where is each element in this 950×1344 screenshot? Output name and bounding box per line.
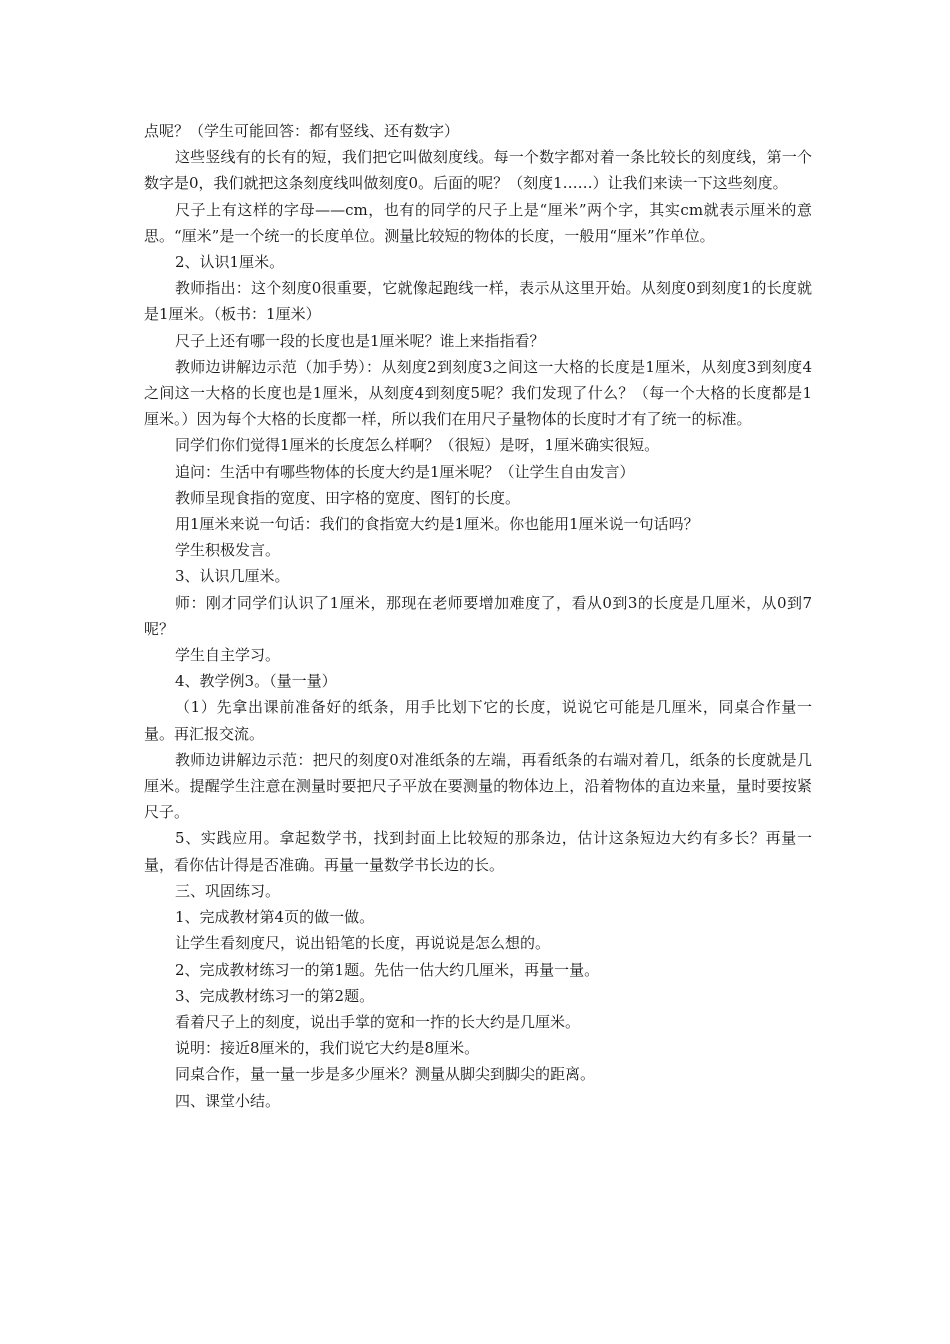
section-heading: 三、巩固练习。 [175, 881, 281, 900]
paragraph: 让学生看刻度尺，说出铅笔的长度，再说说是怎么想的。 [175, 934, 551, 953]
section-heading: 4、教学例3。（量一量） [175, 672, 337, 691]
paragraph: 尺子上还有哪一段的长度也是1厘米呢？谁上来指指看？ [175, 331, 545, 350]
paragraph: 说明：接近8厘米的，我们说它大约是8厘米。 [175, 1039, 480, 1058]
paragraph: 看着尺子上的刻度，说出手掌的宽和一拃的长大约是几厘米。 [175, 1012, 581, 1031]
section-heading: 3、认识几厘米。 [175, 567, 290, 586]
paragraph: 同桌合作，量一量一步是多少厘米？测量从脚尖到脚尖的距离。 [175, 1065, 596, 1084]
paragraph: 用1厘米来说一句话：我们的食指宽大约是1厘米。你也能用1厘米说一句话吗？ [175, 515, 699, 534]
paragraph: 学生积极发言。 [175, 541, 281, 560]
paragraph: 同学们你们觉得1厘米的长度怎么样啊？（很短）是呀，1厘米确实很短。 [175, 436, 660, 455]
paragraph: 点呢？（学生可能回答：都有竖线、还有数字） [144, 122, 460, 140]
paragraph: 尺子上有这样的字母——cm，也有的同学的尺子上是“厘米”两个字，其实cm就表示厘米的意思。“厘米”是一个统一的长度单位。测量比较短的物体的长度，一般用“厘米”作单位。 [144, 200, 812, 245]
section-heading: 2、认识1厘米。 [175, 253, 285, 272]
paragraph: 教师呈现食指的宽度、田字格的宽度、图钉的长度。 [175, 488, 521, 507]
document-page [144, 118, 812, 1114]
paragraph: 师：刚才同学们认识了1厘米，那现在老师要增加难度了，看从0到3的长度是几厘米，从0到7呢？ [144, 593, 812, 638]
paragraph: 学生自主学习。 [175, 646, 281, 665]
paragraph: 教师边讲解边示范：把尺的刻度0对准纸条的左端，再看纸条的右端对着几，纸条的长度就是几厘米。提醒学生注意在测量时要把尺子平放在要测量的物体边上，沿着物体的直边来量，量时要按紧尺子。 [144, 750, 812, 822]
paragraph: 2、完成教材练习一的第1题。先估一估大约几厘米，再量一量。 [175, 960, 600, 979]
section-heading: 5、实践应用。拿起数学书，找到封面上比较短的那条边，估计这条短边大约有多长？再量一量，看你估计得是否准确。再量一量数学书长边的长。 [144, 829, 812, 874]
paragraph: 追问：生活中有哪些物体的长度大约是1厘米呢？（让学生自由发言） [175, 462, 635, 481]
paragraph: 1、完成教材第4页的做一做。 [175, 908, 375, 927]
paragraph: 3、完成教材练习一的第2题。 [175, 986, 375, 1005]
paragraph: 教师指出：这个刻度0很重要，它就像起跑线一样，表示从这里开始。从刻度0到刻度1的长度就是1厘米。（板书：1厘米） [144, 279, 812, 324]
section-heading: 四、课堂小结。 [175, 1091, 281, 1110]
paragraph: 教师边讲解边示范（加手势）：从刻度2到刻度3之间这一大格的长度是1厘米，从刻度3到刻度4之间这一大格的长度也是1厘米，从刻度4到刻度5呢？我们发现了什么？（每一个大格的长度都是1厘米。）因为每个大格的长度都一样，所以我们在用尺子量物体的长度时才有了统一的标准。 [144, 357, 812, 429]
paragraph: 这些竖线有的长有的短，我们把它叫做刻度线。每一个数字都对着一条比较长的刻度线，第一个数字是0，我们就把这条刻度线叫做刻度0。后面的呢？（刻度1……）让我们来读一下这些刻度。 [144, 148, 812, 193]
paragraph: （1）先拿出课前准备好的纸条，用手比划下它的长度，说说它可能是几厘米，同桌合作量一量。再汇报交流。 [144, 698, 812, 743]
